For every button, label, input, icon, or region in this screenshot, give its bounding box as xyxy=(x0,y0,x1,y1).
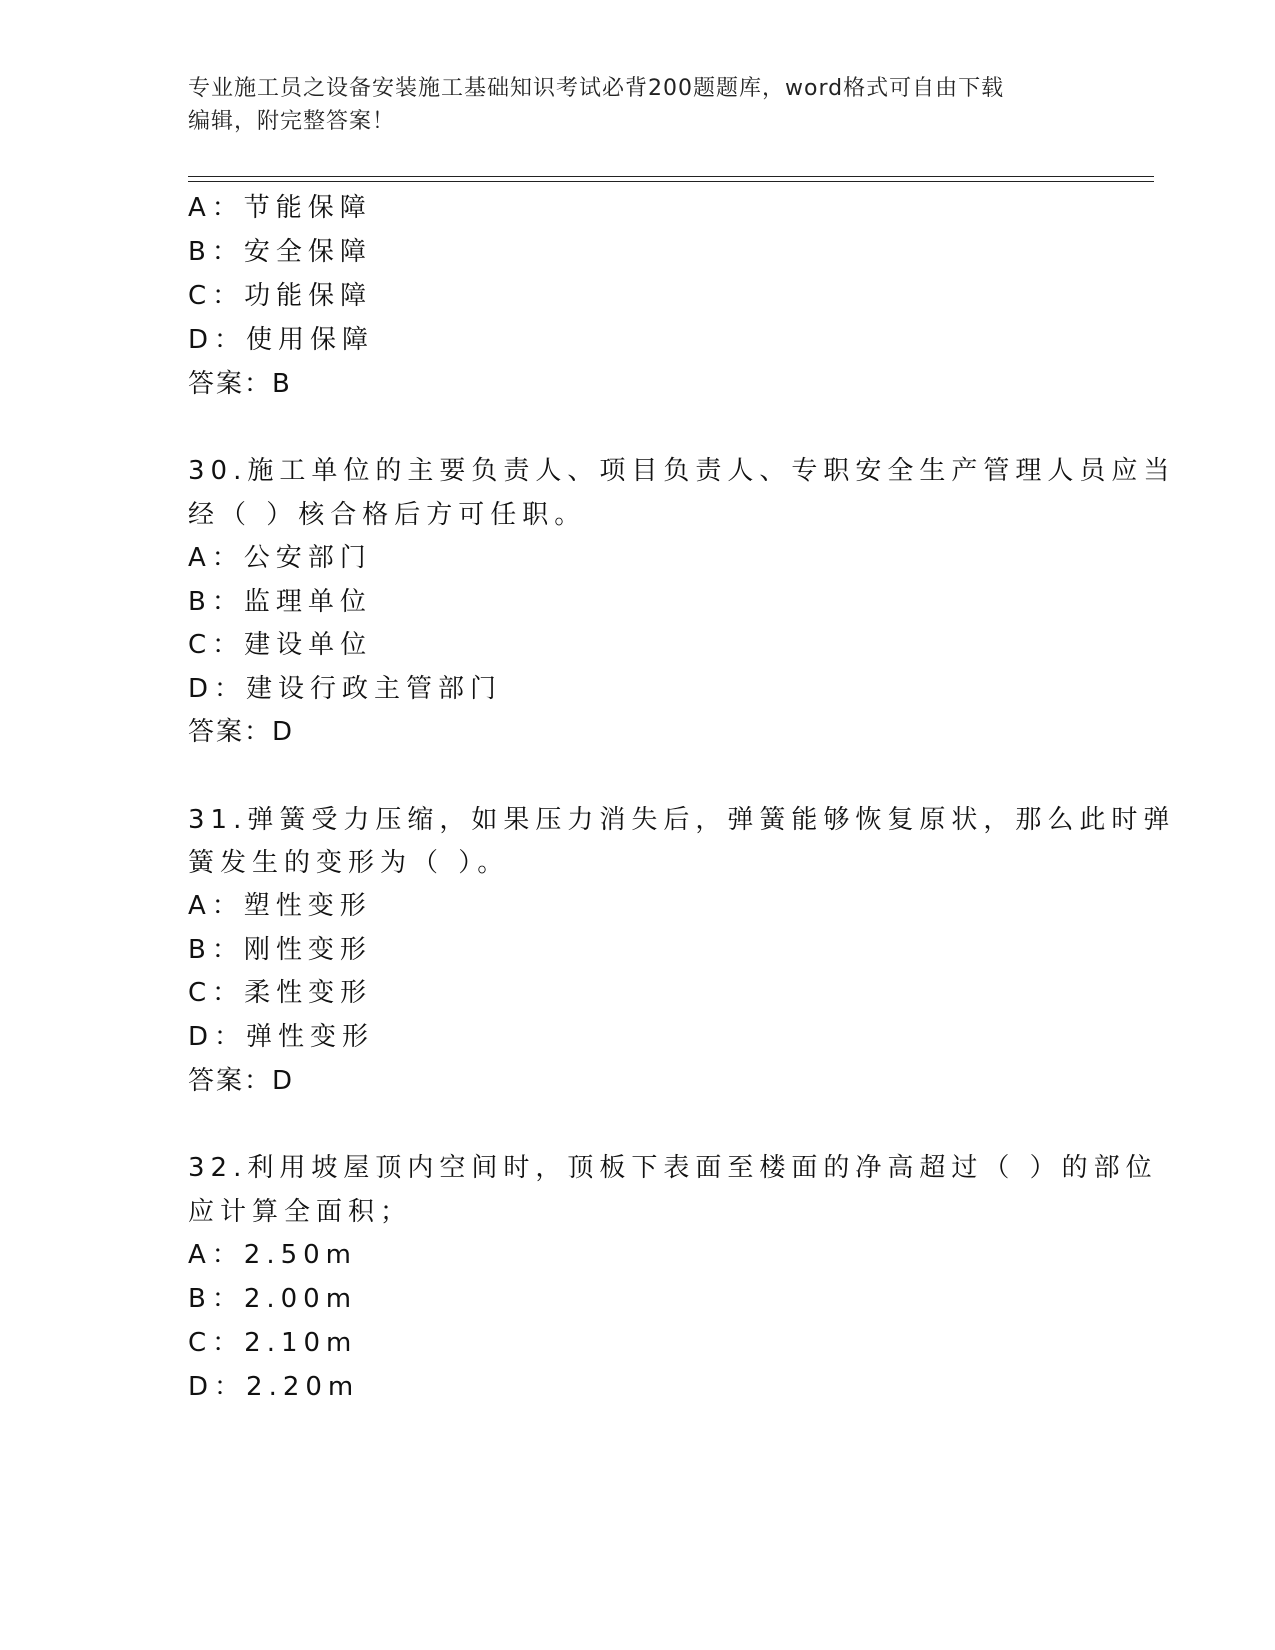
option-a: A：节能保障 xyxy=(188,193,372,223)
option-b: B：2.00m xyxy=(188,1284,358,1314)
answer-value: D xyxy=(272,717,295,747)
option-a: A：塑性变形 xyxy=(188,891,372,921)
option-c: C：柔性变形 xyxy=(188,978,373,1008)
header-line-2: 编辑，附完整答案！ xyxy=(188,109,396,134)
header-divider-top xyxy=(188,176,1154,177)
answer-label: 答案： xyxy=(188,369,273,399)
header-divider-bottom xyxy=(188,181,1154,182)
answer-line xyxy=(188,369,292,399)
question-stem-line-2: 应计算全面积； xyxy=(188,1197,413,1227)
option-d: D：建设行政主管部门 xyxy=(188,674,503,704)
answer-label: 答案： xyxy=(188,717,273,747)
question-stem-line-2: 经（ ）核合格后方可任职。 xyxy=(188,500,587,530)
option-d: D：弹性变形 xyxy=(188,1022,375,1052)
option-c: C：功能保障 xyxy=(188,281,373,311)
answer-label: 答案： xyxy=(188,1066,273,1096)
question-stem-line-1: 30.施工单位的主要负责人、项目负责人、专职安全生产管理人员应当 xyxy=(188,456,1176,486)
answer-line xyxy=(188,1066,294,1096)
answer-value: D xyxy=(272,1066,295,1096)
option-b: B：刚性变形 xyxy=(188,935,372,965)
option-b: B：安全保障 xyxy=(188,237,372,267)
option-c: C：建设单位 xyxy=(188,630,373,660)
option-a: A：2.50m xyxy=(188,1240,358,1270)
header-line-1: 专业施工员之设备安装施工基础知识考试必背200题题库，word格式可自由下载 xyxy=(188,76,1005,101)
question-stem-line-2: 簧发生的变形为（ ）。 xyxy=(188,848,510,878)
answer-value: B xyxy=(272,369,292,399)
option-c: C：2.10m xyxy=(188,1328,358,1358)
document-header xyxy=(188,72,1088,138)
option-d: D：使用保障 xyxy=(188,325,375,355)
answer-line xyxy=(188,717,294,747)
option-a: A：公安部门 xyxy=(188,543,372,573)
question-stem-line-1: 32.利用坡屋顶内空间时，顶板下表面至楼面的净高超过（ ）的部位 xyxy=(188,1153,1158,1183)
option-b: B：监理单位 xyxy=(188,587,372,617)
option-d: D：2.20m xyxy=(188,1372,360,1402)
question-stem-line-1: 31.弹簧受力压缩，如果压力消失后，弹簧能够恢复原状，那么此时弹 xyxy=(188,805,1176,835)
